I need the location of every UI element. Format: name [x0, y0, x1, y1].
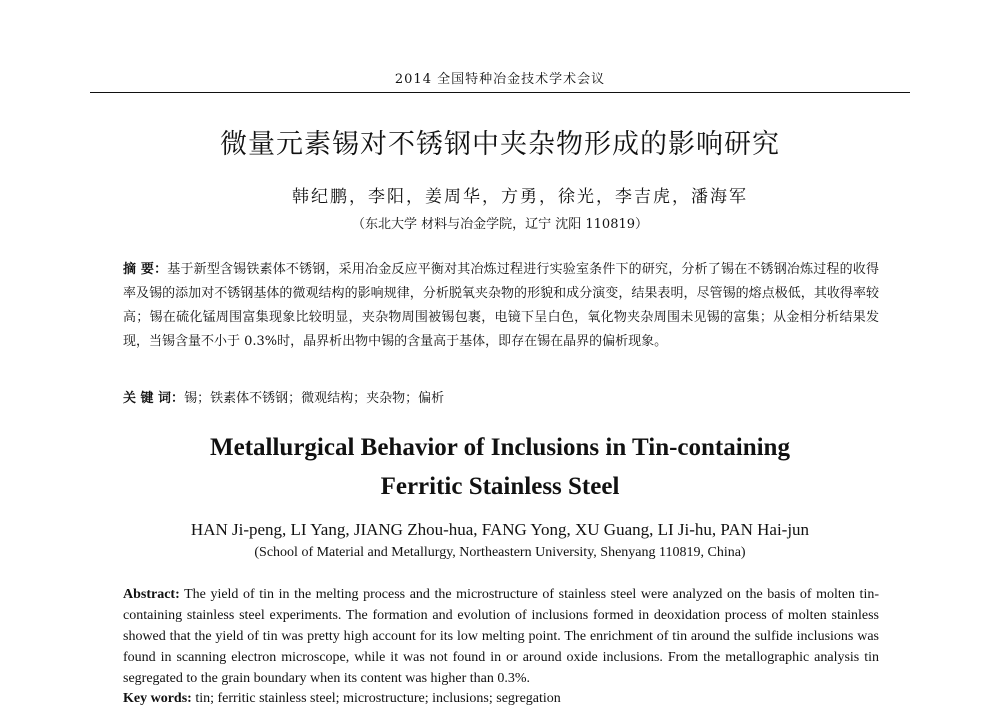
chinese-abstract-text: 基于新型含锡铁素体不锈钢，采用冶金反应平衡对其冶炼过程进行实验室条件下的研究，分析了锡在不锈钢冶炼过程的收得率及锡的添加对不锈钢基体的微观结构的影响规律，分析脱氧夹杂物的形貌和成分演变，结果表明，尽管锡的熔点极低，其收得率较高；锡在硫化锰周围富集现象比较明显，夹杂物周围被锡包裹，电镜下呈白色，氧化物夹杂周围未见锡的富集；从金相分析结果发现，当锡含量不小于 0.3%时，晶界析出物中锡的含量高于基体，即存在锡在晶界的偏析现象。 [123, 262, 879, 349]
english-keywords-label: Key words: [123, 691, 192, 706]
chinese-authors: 韩纪鹏，李阳，姜周华，方勇，徐光，李吉虎，潘海军 [292, 187, 748, 207]
english-abstract-label: Abstract: [123, 587, 180, 602]
english-affiliation: (School of Material and Metallurgy, Northeastern University, Shenyang 110819, China) [254, 545, 746, 560]
english-authors: HAN Ji-peng, LI Yang, JIANG Zhou-hua, FANG Yong, XU Guang, LI Ji-hu, PAN Hai-jun [190, 520, 810, 539]
chinese-title: 微量元素锡对不锈钢中夹杂物形成的影响研究 [220, 129, 780, 160]
english-abstract [123, 584, 879, 689]
conference-header: 2014 全国特种冶金技术学术会议 [394, 72, 606, 87]
chinese-keywords-label: 关 键 词： [123, 391, 185, 406]
chinese-affiliation: （东北大学 材料与冶金学院，辽宁 沈阳 110819） [351, 217, 649, 232]
english-abstract-text: The yield of tin in the melting process and the microstructure of stainless steel were analyzed on the basis of molten tin-containing stainless steel experiments. The formation and evolution of inclusions formed in deoxidation process of molten stainless showed that the yield of tin was pretty high account for its low melting point. The enrichment of tin around the sulfide inclusions was found in scanning electron microscope, while it was not found in or around oxide inclusions. From the metallographic analysis tin segregated to the grain boundary when its content was higher than 0.3%. [123, 587, 879, 686]
english-keywords [123, 688, 879, 709]
header-divider [90, 92, 910, 93]
english-keywords-text: tin; ferritic stainless steel; microstructure; inclusions; segregation [195, 691, 561, 706]
chinese-keywords-text: 锡；铁素体不锈钢；微观结构；夹杂物；偏析 [184, 391, 445, 406]
english-title [0, 428, 1000, 506]
chinese-abstract [123, 258, 879, 354]
english-title-line-2: Ferritic Stainless Steel [380, 473, 620, 500]
chinese-abstract-label: 摘 要： [123, 262, 168, 277]
chinese-keywords [123, 387, 879, 411]
english-title-line-1: Metallurgical Behavior of Inclusions in Tin-containing [210, 434, 790, 461]
